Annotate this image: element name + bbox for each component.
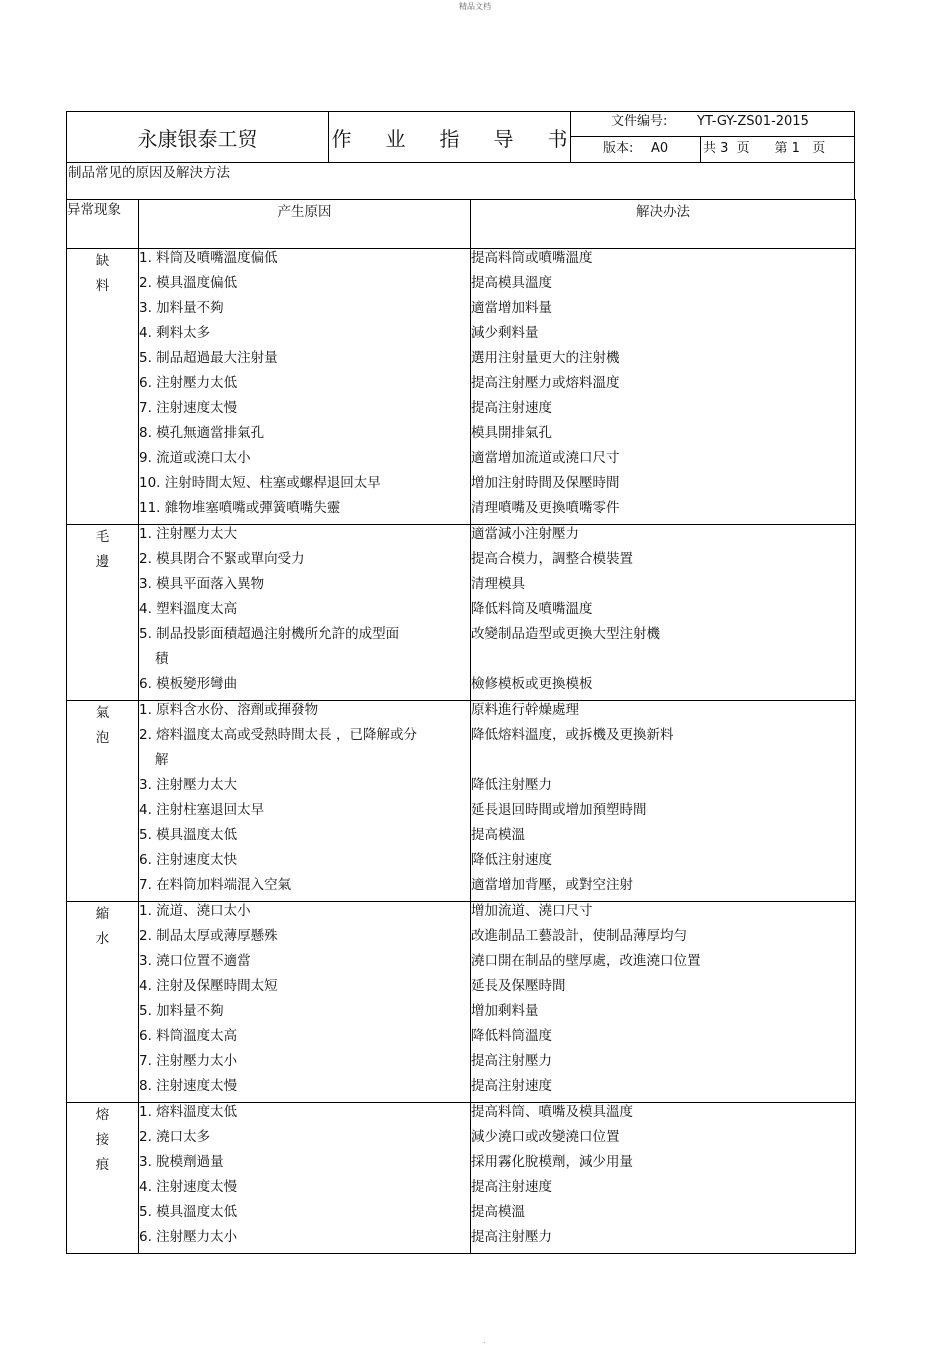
solution-line: 改變制品造型或更換大型注射機 (471, 626, 660, 642)
solution-line: 延長退回時間或增加預塑時間 (471, 802, 647, 818)
solution-line: 適當增加料量 (471, 300, 552, 316)
cause-line: 4. 注射速度太慢 (139, 1179, 238, 1195)
cause-line: 1. 注射壓力太大 (139, 526, 238, 542)
solution-line: 降低熔料溫度，或拆機及更換新料 (471, 727, 674, 743)
defect-table (66, 199, 856, 1254)
solution-line: 降低注射速度 (471, 852, 552, 868)
solution-line: 增加注射時間及保壓時間 (471, 475, 620, 491)
defect-group-row (67, 902, 856, 1103)
cause-line: 2. 模具溫度偏低 (139, 275, 238, 291)
cause-line: 4. 注射及保壓時間太短 (139, 978, 278, 994)
version-cell (571, 137, 701, 162)
symptom-cell (67, 1103, 139, 1254)
cause-line: 5. 加料量不夠 (139, 1003, 224, 1019)
cause-line: 6. 注射壓力太小 (139, 1229, 238, 1245)
solution-line: 提高注射速度 (471, 400, 552, 416)
solution-cell (471, 902, 856, 1103)
solution-line: 清理噴嘴及更換噴嘴零件 (471, 500, 620, 516)
symptom-char: 接 (95, 1132, 110, 1148)
defect-group-row (67, 249, 856, 525)
solution-cell (471, 525, 856, 701)
solution-cell (471, 249, 856, 525)
cause-line: 3. 注射壓力太大 (139, 777, 238, 793)
document-header (66, 111, 855, 163)
title-char: 书 (547, 126, 568, 151)
solution-line: 改進制品工藝設計，使制品薄厚均勻 (471, 928, 687, 944)
symptom-cell (67, 249, 139, 525)
cause-line: 3. 加料量不夠 (139, 300, 224, 316)
symptom-char: 毛 (95, 529, 110, 545)
symptom-cell (67, 902, 139, 1103)
solution-line: 提高注射速度 (471, 1078, 552, 1094)
defect-group-row (67, 525, 856, 701)
page-count: 共 3 页 第 1 页 (703, 141, 826, 156)
symptom-cell (67, 525, 139, 701)
solution-line: 減少澆口或改變澆口位置 (471, 1129, 620, 1145)
defect-group-row (67, 701, 856, 902)
solution-line: 提高料筒、噴嘴及模具溫度 (471, 1104, 633, 1120)
cause-cell (139, 525, 471, 701)
title-char: 业 (385, 126, 406, 151)
cause-line: 5. 制品超過最大注射量 (139, 350, 278, 366)
solution-line: 適當減小注射壓力 (471, 526, 579, 542)
cause-line: 2. 模具閉合不緊或單向受力 (139, 551, 305, 567)
solution-line: 提高注射壓力或熔料溫度 (471, 375, 620, 391)
column-header-cause: 产生原因 (139, 200, 471, 249)
cause-line: 5. 模具溫度太低 (139, 1204, 238, 1220)
column-header-symptom: 异常现象 (67, 200, 139, 249)
table-header-row (67, 200, 856, 249)
solution-line: 提高模溫 (471, 1204, 525, 1220)
solution-line: 採用霧化脫模劑，減少用量 (471, 1154, 633, 1170)
title-char: 作 (331, 126, 352, 151)
solution-line: 降低注射壓力 (471, 777, 552, 793)
document-title (329, 112, 571, 162)
cause-line: 8. 模孔無適當排氣孔 (139, 425, 265, 441)
solution-line: 原料進行幹燥處理 (471, 702, 579, 718)
title-char: 指 (439, 126, 460, 151)
cause-line: 4. 塑料溫度太高 (139, 601, 238, 617)
cause-cell (139, 1103, 471, 1254)
symptom-char: 縮 (95, 906, 110, 922)
solution-line: 適當增加背壓，或對空注射 (471, 877, 633, 893)
solution-line: 提高合模力，調整合模裝置 (471, 551, 633, 567)
solution-line (471, 751, 855, 776)
document-number-cell (571, 112, 854, 137)
cause-line: 5. 制品投影面積超過注射機所允許的成型面 (139, 626, 400, 642)
symptom-char: 料 (95, 278, 110, 294)
symptom-char: 邊 (95, 554, 110, 570)
cause-line: 1. 流道、澆口太小 (139, 903, 251, 919)
solution-line: 模具開排氣孔 (471, 425, 552, 441)
solution-line (471, 650, 855, 675)
solution-line: 檢修模板或更換模板 (471, 676, 593, 692)
solution-line: 減少剩料量 (471, 325, 539, 341)
solution-line: 清理模具 (471, 576, 525, 592)
document-number-label: 文件编号: (611, 114, 668, 129)
cause-line: 4. 注射柱塞退回太早 (139, 802, 265, 818)
cause-line: 積 (155, 651, 169, 667)
title-char: 导 (493, 126, 514, 151)
solution-line: 提高注射壓力 (471, 1229, 552, 1245)
cause-cell (139, 902, 471, 1103)
solution-line: 提高注射壓力 (471, 1053, 552, 1069)
defect-group-row (67, 1103, 856, 1254)
cause-line: 4. 剩料太多 (139, 325, 211, 341)
cause-line: 1. 料筒及噴嘴溫度偏低 (139, 250, 278, 266)
symptom-char: 痕 (95, 1157, 110, 1173)
cause-line: 3. 模具平面落入異物 (139, 576, 265, 592)
solution-line: 降低料筒及噴嘴溫度 (471, 601, 593, 617)
cause-cell (139, 701, 471, 902)
cause-line: 2. 制品太厚或薄厚懸殊 (139, 928, 278, 944)
cause-line: 3. 澆口位置不適當 (139, 953, 251, 969)
document-number: YT-GY-ZS01-2015 (697, 114, 809, 129)
cause-line: 6. 料筒溫度太高 (139, 1028, 238, 1044)
version-value: A0 (651, 141, 669, 156)
symptom-char: 泡 (95, 730, 110, 746)
cause-line: 9. 流道或澆口太小 (139, 450, 251, 466)
cause-line: 2. 澆口太多 (139, 1129, 211, 1145)
cause-line: 7. 注射壓力太小 (139, 1053, 238, 1069)
solution-line: 提高料筒或噴嘴溫度 (471, 250, 593, 266)
solution-line: 選用注射量更大的注射機 (471, 350, 620, 366)
cause-line: 6. 注射壓力太低 (139, 375, 238, 391)
solution-line: 澆口開在制品的壁厚處，改進澆口位置 (471, 953, 701, 969)
solution-line: 增加流道、澆口尺寸 (471, 903, 593, 919)
symptom-char: 缺 (95, 253, 110, 269)
watermark: 精品文档 (459, 2, 491, 11)
cause-line: 11. 雜物堆塞噴嘴或彈簧噴嘴失靈 (139, 500, 341, 516)
cause-line: 6. 注射速度太快 (139, 852, 238, 868)
cause-line: 5. 模具溫度太低 (139, 827, 238, 843)
cause-line: 8. 注射速度太慢 (139, 1078, 238, 1094)
cause-line: 10. 注射時間太短、柱塞或螺桿退回太早 (139, 475, 381, 491)
solution-line: 提高模溫 (471, 827, 525, 843)
solution-line: 提高注射速度 (471, 1179, 552, 1195)
symptom-char: 氣 (95, 705, 110, 721)
cause-line: 7. 注射速度太慢 (139, 400, 238, 416)
footer-mark: . (483, 1336, 486, 1345)
cause-line: 1. 熔料溫度太低 (139, 1104, 238, 1120)
company-name: 永康银泰工贸 (67, 112, 329, 162)
cause-line: 6. 模板變形彎曲 (139, 676, 238, 692)
symptom-cell (67, 701, 139, 902)
solution-line: 提高模具溫度 (471, 275, 552, 291)
solution-cell (471, 701, 856, 902)
cause-line: 7. 在料筒加料端混入空氣 (139, 877, 292, 893)
cause-line: 2. 熔料溫度太高或受熱時間太長 ，已降解或分 (139, 727, 417, 743)
version-label: 版本: (603, 141, 634, 156)
cause-line: 解 (155, 752, 169, 768)
cause-cell (139, 249, 471, 525)
symptom-char: 熔 (95, 1107, 110, 1123)
solution-line: 增加剩料量 (471, 1003, 539, 1019)
column-header-solution: 解决办法 (471, 200, 856, 249)
section-title: 制品常见的原因及解決方法 (66, 162, 855, 200)
symptom-char: 水 (95, 931, 110, 947)
solution-cell (471, 1103, 856, 1254)
cause-line: 1. 原料含水份、溶劑或揮發物 (139, 702, 319, 718)
solution-line: 延長及保壓時間 (471, 978, 566, 994)
solution-line: 適當增加流道或澆口尺寸 (471, 450, 620, 466)
solution-line: 降低料筒溫度 (471, 1028, 552, 1044)
cause-line: 3. 脫模劑過量 (139, 1154, 224, 1170)
